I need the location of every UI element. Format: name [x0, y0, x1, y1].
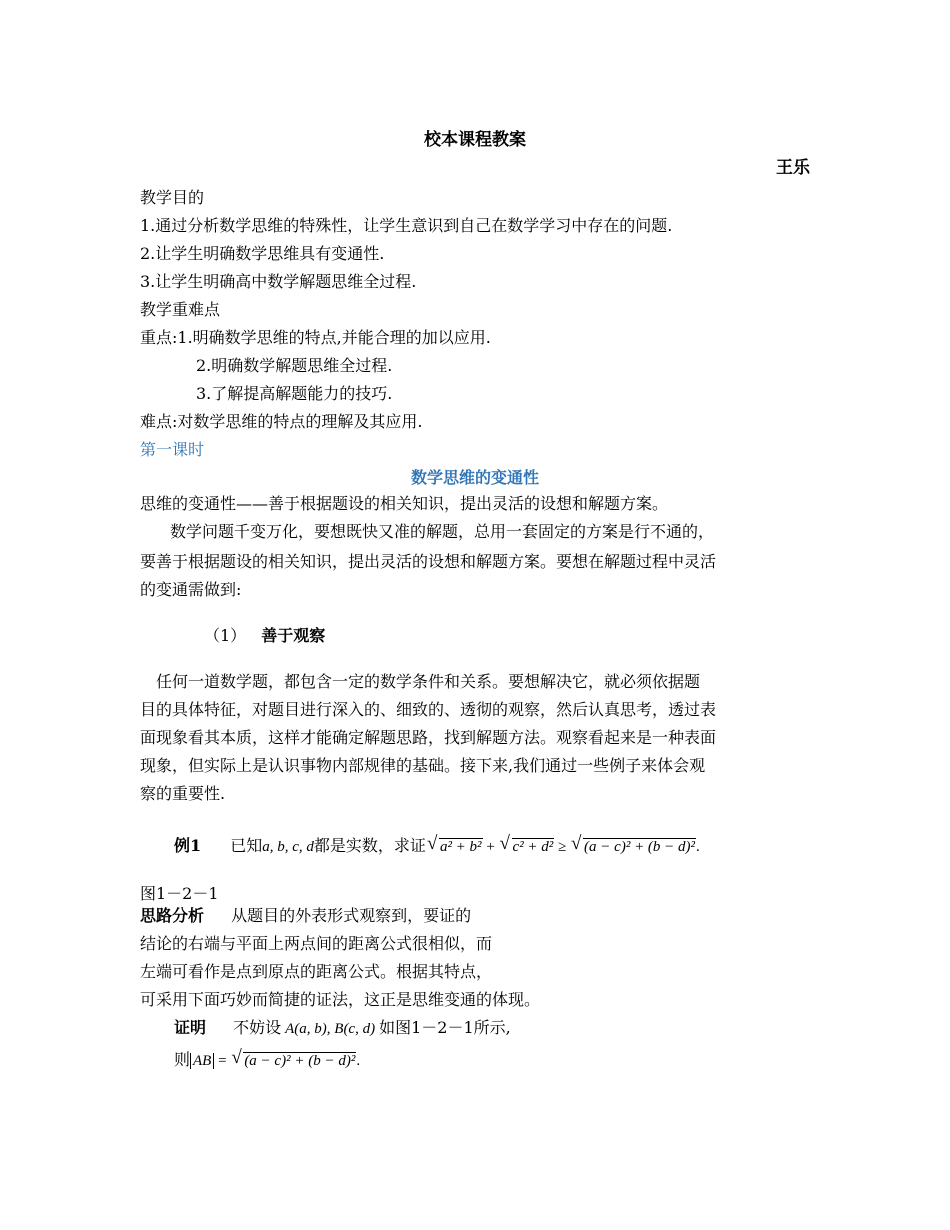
sqrt-term: √ c² + d²: [500, 837, 555, 857]
goal-item: 1.通过分析数学思维的特殊性，让学生意识到自己在数学学习中存在的问题.: [140, 216, 673, 235]
difficulty-point: 难点:对数学思维的特点的理解及其应用.: [140, 412, 423, 431]
proof-line: [174, 1018, 511, 1039]
author-name: 王乐: [776, 158, 810, 178]
analysis-line: 可采用下面巧妙而简捷的证法，这正是思维变通的体现。: [140, 990, 541, 1009]
analysis-line: 左端可看作是点到原点的距离公式。根据其特点，: [140, 962, 493, 981]
distance-line: [174, 1050, 360, 1071]
subsection-number: （1）: [204, 626, 247, 645]
definition-line: 思维的变通性——善于根据题设的相关知识，提出灵活的设想和解题方案。: [140, 494, 669, 513]
analysis-label: 思路分析: [140, 906, 205, 925]
observe-line: 察的重要性.: [140, 784, 226, 803]
analysis-line: 结论的右端与平面上两点间的距离公式很相似，而: [140, 934, 493, 953]
intro-line: 数学问题千变万化，要想既快又准的解题，总用一套固定的方案是行不通的，: [170, 522, 715, 541]
then-text: 则: [174, 1050, 191, 1069]
observe-line: 现象，但实际上是认识事物内部规律的基础。接下来,我们通过一些例子来体会观: [140, 756, 706, 775]
proof-text: 如图1－2－1所示,: [379, 1018, 511, 1037]
example-text: 已知: [230, 836, 263, 855]
intro-line: 要善于根据题设的相关知识，提出灵活的设想和解题方案。要想在解题过程中灵活: [140, 552, 717, 571]
proof-label: 证明: [174, 1018, 207, 1037]
example-1: [174, 836, 700, 857]
analysis-text: 从题目的外表形式观察到，要证的: [231, 906, 472, 925]
goals-heading: 教学目的: [140, 188, 205, 207]
example-label: 例1: [174, 836, 202, 855]
section-title: 数学思维的变通性: [410, 468, 539, 487]
sqrt-term: √ a² + b²: [427, 837, 483, 857]
inequality-formula: √ a² + b² + √ c² + d² ≥ √ (a − c)² + (b − d)².: [426, 839, 700, 855]
sqrt-term: √ (a − c)² + (b − d)²: [571, 837, 696, 857]
observe-line: 面现象看其本质，这样才能确定解题思路，找到解题方法。观察看起来是一种表面: [140, 728, 717, 747]
example-variables: a, b, c, d: [262, 839, 314, 855]
sqrt-term: √ (a − c)² + (b − d)²: [231, 1051, 356, 1071]
goal-item: 2.让学生明确数学思维具有变通性.: [140, 244, 385, 263]
point-coordinates: A(a, b), B(c, d): [285, 1021, 376, 1037]
proof-text: 不妨设: [233, 1018, 282, 1037]
key-heading: 教学重难点: [140, 300, 221, 319]
observe-line: 任何一道数学题，都包含一定的数学条件和关系。要想解决它，就必须依据题: [156, 672, 701, 691]
key-point: 重点:1.明确数学思维的特点,并能合理的加以应用.: [140, 328, 491, 347]
subsection-heading: [204, 626, 325, 646]
goal-item: 3.让学生明确高中数学解题思维全过程.: [140, 272, 417, 291]
lesson-label: 第一课时: [140, 440, 205, 459]
key-point: 2.明确数学解题思维全过程.: [196, 356, 393, 375]
observe-line: 目的具体特征，对题目进行深入的、细致的、透彻的观察，然后认真思考，透过表: [140, 700, 717, 719]
example-text: 都是实数，求证: [313, 836, 426, 855]
distance-formula: AB = √ (a − c)² + (b − d)².: [190, 1053, 360, 1069]
analysis-line: [140, 906, 471, 926]
figure-label: 图1－2－1: [140, 884, 219, 903]
intro-line: 的变通需做到:: [140, 580, 242, 599]
document-title: 校本课程教案: [424, 130, 526, 150]
key-point: 3.了解提高解题能力的技巧.: [196, 384, 393, 403]
subsection-title: 善于观察: [261, 626, 326, 645]
